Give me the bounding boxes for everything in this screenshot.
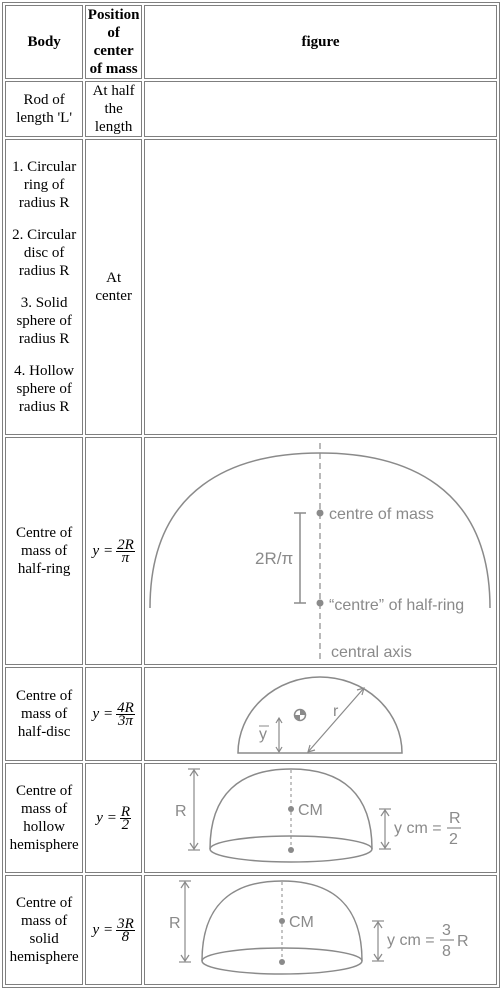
formula-lhs: y = xyxy=(92,705,114,722)
cm-label: CM xyxy=(288,914,314,931)
ycm-denominator: 8 xyxy=(441,943,451,960)
solid-hemi-formula xyxy=(85,875,142,985)
ycm-label: y cm = xyxy=(386,932,435,949)
base-centre-dot xyxy=(279,959,285,965)
hollow-hemisphere-figure xyxy=(145,764,496,872)
formula-lhs: y = xyxy=(96,809,117,826)
formula-lhs: y = xyxy=(92,542,114,559)
ycm-suffix: R xyxy=(456,933,469,950)
centre-of-mass-label: centre of mass xyxy=(328,506,434,523)
half-ring-centre-label: “centre” of half-ring xyxy=(328,597,465,614)
half-disc-body: Centre of mass of half-disc xyxy=(5,667,83,761)
rod-position: At half the length xyxy=(85,81,142,137)
formula-numerator: 2R xyxy=(117,536,134,553)
ycm-numerator: 3 xyxy=(441,922,451,939)
half-disc-figure-cell xyxy=(144,667,497,761)
formula-denominator: π xyxy=(121,549,130,566)
ycm-denominator: 2 xyxy=(448,831,458,848)
header-body: Body xyxy=(5,5,83,79)
formula-numerator: 4R xyxy=(117,699,134,716)
formula-lhs: y = xyxy=(92,921,114,938)
radius-label: R xyxy=(168,915,181,932)
half-ring-figure xyxy=(145,438,496,664)
cm-dot xyxy=(288,806,294,812)
item-disc: 2. Circular disc of radius R xyxy=(12,227,77,279)
cm-symbol-fill-b xyxy=(294,715,300,721)
formula-denominator: 8 xyxy=(121,928,130,945)
half-disc-formula xyxy=(85,667,142,761)
rod-body: Rod of length 'L' xyxy=(5,81,83,137)
y-label: y xyxy=(258,726,267,743)
centre-of-mass-dot xyxy=(316,510,323,517)
formula-fraction xyxy=(116,536,135,566)
ycm-label: y cm = xyxy=(393,820,442,837)
item-solid-sphere: 3. Solid sphere of radius R xyxy=(16,295,72,347)
solid-hemi-body: Centre of mass of solid hemisphere xyxy=(5,875,83,985)
cm-label: CM xyxy=(297,802,323,819)
header-figure: figure xyxy=(144,5,497,79)
row-hollow-hemisphere xyxy=(5,763,497,873)
central-axis-label: central axis xyxy=(330,644,412,661)
radius-label: R xyxy=(174,803,187,820)
formula-fraction xyxy=(116,915,135,945)
group-position: At center xyxy=(85,139,142,435)
row-solid-hemisphere xyxy=(5,875,497,985)
radius-label: r xyxy=(332,703,339,720)
row-half-ring xyxy=(5,437,497,665)
solid-hemisphere-figure xyxy=(145,876,496,984)
ycm-numerator: R xyxy=(448,810,461,827)
half-disc-figure xyxy=(145,668,496,760)
formula-fraction xyxy=(120,803,131,833)
half-ring-formula xyxy=(85,437,142,665)
rod-figure xyxy=(144,81,497,137)
radius-line xyxy=(308,688,364,752)
hollow-hemi-body: Centre of mass of hollow hemisphere xyxy=(5,763,83,873)
group-figure xyxy=(144,139,497,435)
formula-numerator: 3R xyxy=(117,915,134,932)
ring-centre-dot xyxy=(316,600,323,607)
solid-hemi-figure-cell xyxy=(144,875,497,985)
row-group xyxy=(5,139,497,435)
hollow-hemi-formula xyxy=(85,763,142,873)
item-hollow-sphere: 4. Hollow sphere of radius R xyxy=(14,363,75,415)
row-rod xyxy=(5,81,497,137)
center-of-mass-table xyxy=(2,2,500,988)
formula-numerator: R xyxy=(120,803,130,820)
cm-dot xyxy=(279,918,285,924)
row-half-disc xyxy=(5,667,497,761)
formula-denominator: 3π xyxy=(117,712,133,729)
item-ring: 1. Circular ring of radius R xyxy=(12,159,77,211)
formula-fraction xyxy=(116,699,135,729)
half-ring-figure-cell xyxy=(144,437,497,665)
half-ring-body: Centre of mass of half-ring xyxy=(5,437,83,665)
formula-denominator: 2 xyxy=(121,816,130,833)
hollow-hemi-figure-cell xyxy=(144,763,497,873)
group-body xyxy=(5,139,83,435)
base-centre-dot xyxy=(288,847,294,853)
header-position: Position of center of mass xyxy=(85,5,142,79)
cm-symbol-fill-a xyxy=(300,710,306,716)
distance-label: 2R/π xyxy=(254,549,294,568)
header-row xyxy=(5,5,497,79)
